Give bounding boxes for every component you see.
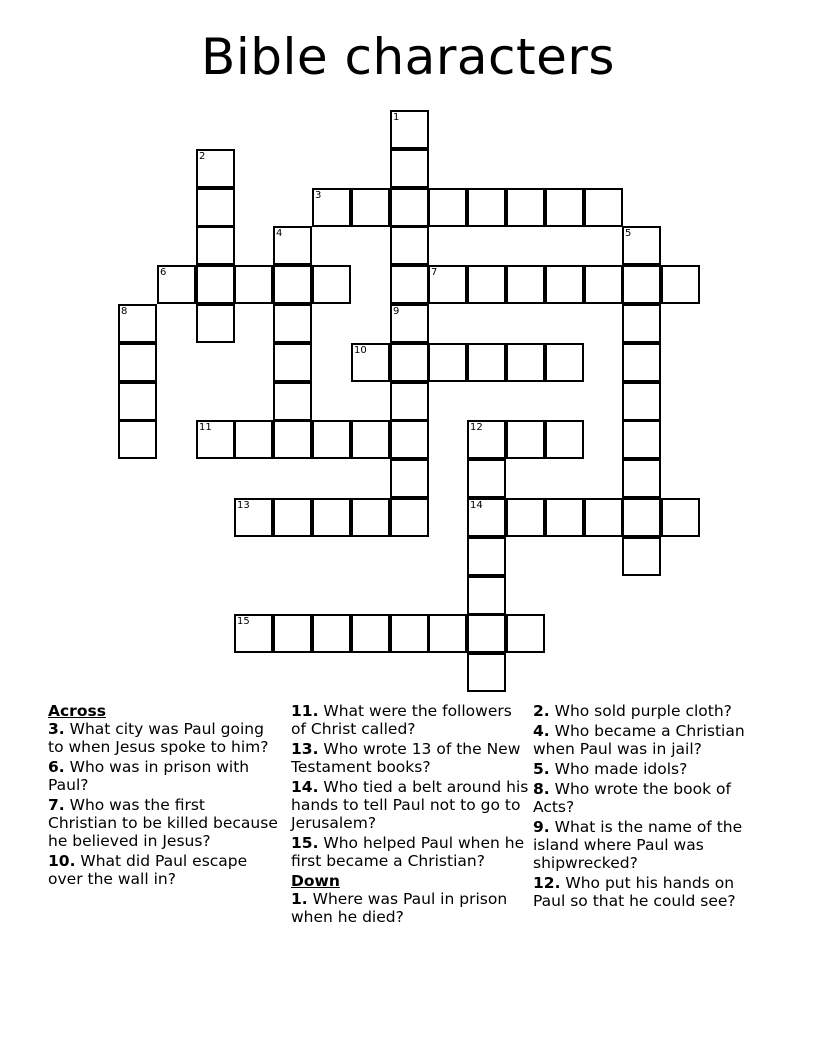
grid-cell[interactable] [157, 265, 196, 304]
clue-number-label: 13. [291, 740, 319, 758]
grid-cell[interactable] [545, 498, 584, 537]
grid-cell[interactable] [661, 498, 700, 537]
grid-cell[interactable] [273, 304, 312, 343]
grid-cell[interactable] [234, 614, 273, 653]
grid-cell[interactable] [351, 420, 390, 459]
clue-number: 15 [237, 616, 250, 627]
grid-cell[interactable] [506, 265, 545, 304]
grid-cell[interactable] [622, 226, 661, 265]
grid-cell[interactable] [622, 265, 661, 304]
grid-cell[interactable] [196, 149, 235, 188]
grid-cell[interactable] [234, 265, 273, 304]
clue-item [533, 818, 763, 872]
grid-cell[interactable] [118, 382, 157, 421]
grid-cell[interactable] [467, 614, 506, 653]
grid-cell[interactable] [390, 149, 429, 188]
grid-cell[interactable] [351, 343, 390, 382]
clue-number-label: 6. [48, 758, 65, 776]
clue-number-label: 5. [533, 760, 550, 778]
grid-cell[interactable] [545, 188, 584, 227]
grid-cell[interactable] [273, 382, 312, 421]
grid-cell[interactable] [467, 459, 506, 498]
clue-item [533, 760, 763, 778]
grid-cell[interactable] [273, 226, 312, 265]
clue-text: What did Paul escape over the wall in? [48, 852, 248, 888]
grid-cell[interactable] [467, 343, 506, 382]
grid-cell[interactable] [584, 498, 623, 537]
grid-cell[interactable] [351, 614, 390, 653]
grid-cell[interactable] [622, 420, 661, 459]
clue-number-label: 10. [48, 852, 76, 870]
grid-cell[interactable] [351, 498, 390, 537]
grid-cell[interactable] [390, 614, 429, 653]
grid-cell[interactable] [312, 498, 351, 537]
clue-number-label: 14. [291, 778, 319, 796]
grid-cell[interactable] [390, 343, 429, 382]
clue-number-label: 11. [291, 702, 319, 720]
clue-text: Who made idols? [549, 760, 688, 778]
grid-cell[interactable] [506, 343, 545, 382]
grid-cell[interactable] [428, 188, 467, 227]
clue-number: 11 [199, 422, 212, 433]
clue-number: 6 [160, 267, 167, 278]
clue-number: 10 [354, 345, 367, 356]
grid-cell[interactable] [312, 265, 351, 304]
grid-cell[interactable] [273, 614, 312, 653]
grid-cell[interactable] [118, 420, 157, 459]
clue-text: Who tied a belt around his hands to tell Paul not to go to Jerusalem? [291, 778, 529, 832]
grid-cell[interactable] [234, 420, 273, 459]
clue-item [291, 778, 531, 832]
grid-cell[interactable] [428, 343, 467, 382]
clue-number: 13 [237, 500, 250, 511]
clue-text: Where was Paul in prison when he died? [291, 890, 508, 926]
grid-cell[interactable] [312, 188, 351, 227]
section-heading-across: Across [48, 702, 106, 720]
grid-cell[interactable] [390, 498, 429, 537]
clue-number: 12 [470, 422, 483, 433]
clue-number-label: 2. [533, 702, 550, 720]
clue-item [291, 702, 531, 738]
grid-cell[interactable] [545, 420, 584, 459]
clue-text: Who put his hands on Paul so that he could see? [533, 874, 736, 910]
clue-text: Who wrote the book of Acts? [533, 780, 731, 816]
clue-text: Who sold purple cloth? [549, 702, 732, 720]
grid-cell[interactable] [467, 420, 506, 459]
clue-item [291, 740, 531, 776]
clue-number-label: 7. [48, 796, 65, 814]
grid-cell[interactable] [351, 188, 390, 227]
grid-cell[interactable] [661, 265, 700, 304]
clue-item [533, 722, 763, 758]
grid-cell[interactable] [622, 498, 661, 537]
clue-text: What were the followers of Christ called? [291, 702, 512, 738]
clue-text: Who became a Christian when Paul was in jail? [533, 722, 745, 758]
grid-cell[interactable] [506, 188, 545, 227]
grid-cell[interactable] [390, 459, 429, 498]
clue-number: 8 [121, 306, 128, 317]
grid-cell[interactable] [622, 537, 661, 576]
clue-number: 4 [276, 228, 283, 239]
grid-cell[interactable] [584, 188, 623, 227]
grid-cell[interactable] [622, 304, 661, 343]
puzzle-title: Bible characters [201, 28, 615, 86]
grid-cell[interactable] [390, 304, 429, 343]
grid-cell[interactable] [467, 498, 506, 537]
clue-number-label: 4. [533, 722, 550, 740]
grid-cell[interactable] [622, 343, 661, 382]
clues-column-2 [291, 702, 531, 928]
grid-cell[interactable] [390, 382, 429, 421]
clue-item [533, 702, 763, 720]
clue-item [48, 758, 278, 794]
grid-cell[interactable] [390, 226, 429, 265]
grid-cell[interactable] [506, 420, 545, 459]
grid-cell[interactable] [467, 188, 506, 227]
clue-item [48, 720, 278, 756]
grid-cell[interactable] [428, 265, 467, 304]
clue-number-label: 15. [291, 834, 319, 852]
clue-text: What is the name of the island where Paul was shipwrecked? [533, 818, 743, 872]
section-heading-down: Down [291, 872, 340, 890]
grid-cell[interactable] [390, 188, 429, 227]
grid-cell[interactable] [545, 265, 584, 304]
grid-cell[interactable] [312, 614, 351, 653]
clue-item [533, 780, 763, 816]
clue-number: 5 [625, 228, 632, 239]
grid-cell[interactable] [622, 382, 661, 421]
grid-cell[interactable] [312, 420, 351, 459]
grid-cell[interactable] [234, 498, 273, 537]
grid-cell[interactable] [273, 498, 312, 537]
grid-cell[interactable] [467, 653, 506, 692]
clue-item [48, 796, 278, 850]
grid-cell[interactable] [390, 110, 429, 149]
clue-number-label: 9. [533, 818, 550, 836]
clue-text: Who was the first Christian to be killed because he believed in Jesus? [48, 796, 278, 850]
grid-cell[interactable] [506, 614, 545, 653]
clue-number: 3 [315, 190, 322, 201]
grid-cell[interactable] [196, 226, 235, 265]
clue-number-label: 3. [48, 720, 65, 738]
grid-cell[interactable] [196, 188, 235, 227]
clue-number: 9 [393, 306, 400, 317]
grid-cell[interactable] [118, 304, 157, 343]
grid-cell[interactable] [390, 265, 429, 304]
clue-number-label: 12. [533, 874, 561, 892]
clue-number: 1 [393, 112, 400, 123]
clue-text: What city was Paul going to when Jesus spoke to him? [48, 720, 269, 756]
grid-cell[interactable] [467, 537, 506, 576]
grid-cell[interactable] [273, 420, 312, 459]
clue-item [291, 890, 531, 926]
clue-number: 14 [470, 500, 483, 511]
grid-cell[interactable] [428, 614, 467, 653]
grid-cell[interactable] [467, 265, 506, 304]
grid-cell[interactable] [196, 265, 235, 304]
clues-column-3 [533, 702, 763, 912]
clue-number: 7 [431, 267, 438, 278]
grid-cell[interactable] [196, 420, 235, 459]
clue-number: 2 [199, 151, 206, 162]
grid-cell[interactable] [118, 343, 157, 382]
clue-text: Who wrote 13 of the New Testament books? [291, 740, 521, 776]
clue-number-label: 8. [533, 780, 550, 798]
grid-cell[interactable] [467, 576, 506, 615]
clue-text: Who was in prison with Paul? [48, 758, 250, 794]
grid-cell[interactable] [390, 420, 429, 459]
clue-item [48, 852, 278, 888]
grid-cell[interactable] [545, 343, 584, 382]
clues-column-1 [48, 702, 278, 890]
clue-item [291, 834, 531, 870]
grid-cell[interactable] [584, 265, 623, 304]
grid-cell[interactable] [196, 304, 235, 343]
grid-cell[interactable] [622, 459, 661, 498]
clue-item [533, 874, 763, 910]
grid-cell[interactable] [506, 498, 545, 537]
clue-text: Who helped Paul when he first became a Christian? [291, 834, 525, 870]
clue-number-label: 1. [291, 890, 308, 908]
grid-cell[interactable] [273, 343, 312, 382]
grid-cell[interactable] [273, 265, 312, 304]
